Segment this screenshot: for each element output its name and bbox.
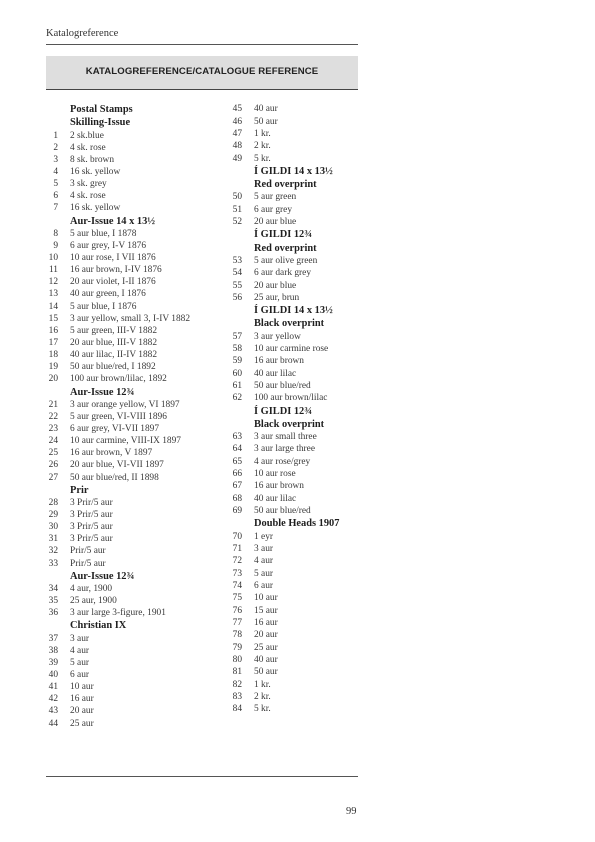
catalogue-entry xyxy=(34,398,224,410)
catalogue-entry xyxy=(34,201,224,213)
entry-text: 3 Prir/5 aur xyxy=(70,522,113,533)
entry-text: 6 aur grey xyxy=(254,204,293,215)
heading-text: Aur-Issue 12¾ xyxy=(70,386,135,398)
entry-number: 81 xyxy=(232,667,242,678)
entry-number: 84 xyxy=(232,704,242,715)
catalogue-entry xyxy=(218,379,378,391)
entry-number: 40 xyxy=(48,669,58,680)
entry-number: 63 xyxy=(232,432,242,443)
entry-text: 5 aur blue, I 1876 xyxy=(70,301,137,312)
section-heading xyxy=(218,227,378,240)
entry-text: Prir/5 aur xyxy=(70,546,106,557)
catalogue-entry xyxy=(218,329,378,341)
entry-number: 39 xyxy=(48,657,58,668)
entry-number: 58 xyxy=(232,343,242,354)
entry-number: 37 xyxy=(48,633,58,644)
heading-text: Black overprint xyxy=(254,318,325,330)
entry-text: Prir/5 aur xyxy=(70,558,106,569)
entry-number: 27 xyxy=(48,472,58,483)
entry-number: 42 xyxy=(48,694,58,705)
catalogue-column-left xyxy=(34,102,224,729)
entry-text: 5 kr. xyxy=(254,153,271,164)
catalogue-entry xyxy=(34,594,224,606)
entry-text: 10 aur carmine rose xyxy=(254,343,329,354)
entry-number: 19 xyxy=(48,362,58,373)
catalogue-entry xyxy=(34,582,224,594)
entry-number: 76 xyxy=(232,605,242,616)
catalogue-entry xyxy=(34,716,224,728)
entry-number: 65 xyxy=(232,456,242,467)
catalogue-entry xyxy=(34,348,224,360)
entry-number: 62 xyxy=(232,393,242,404)
catalogue-entry xyxy=(34,544,224,556)
catalogue-entry xyxy=(218,491,378,503)
entry-number: 54 xyxy=(232,268,242,279)
entry-text: 6 aur grey, VI-VII 1897 xyxy=(70,423,160,434)
entry-number: 68 xyxy=(232,493,242,504)
entry-number: 75 xyxy=(232,593,242,604)
entry-text: 1 kr. xyxy=(254,679,271,690)
catalogue-entry xyxy=(34,263,224,275)
catalogue-entry xyxy=(218,151,378,163)
entry-number: 2 xyxy=(53,142,58,153)
entry-number: 1 xyxy=(53,130,58,141)
entry-text: 15 aur xyxy=(254,605,278,616)
entry-number: 82 xyxy=(232,679,242,690)
entry-number: 23 xyxy=(48,423,58,434)
entry-number: 18 xyxy=(48,350,58,361)
section-heading xyxy=(218,316,378,329)
entry-number: 24 xyxy=(48,436,58,447)
catalogue-entry xyxy=(218,616,378,628)
entry-text: 3 Prir/5 aur xyxy=(70,534,113,545)
catalogue-entry xyxy=(34,446,224,458)
entry-text: 5 kr. xyxy=(254,704,271,715)
heading-text: Í GILDI 14 x 13½ xyxy=(254,305,333,317)
catalogue-column-right xyxy=(218,102,378,714)
entry-text: 3 aur large 3-figure, 1901 xyxy=(70,608,166,619)
entry-number: 60 xyxy=(232,368,242,379)
section-heading xyxy=(34,115,224,128)
entry-number: 35 xyxy=(48,596,58,607)
entry-number: 80 xyxy=(232,655,242,666)
catalogue-entry xyxy=(218,454,378,466)
running-head: Katalogreference xyxy=(46,28,119,39)
catalogue-entry xyxy=(218,278,378,290)
entry-text: 16 aur brown, I-IV 1876 xyxy=(70,265,162,276)
entry-number: 45 xyxy=(232,104,242,115)
entry-number: 13 xyxy=(48,289,58,300)
entry-number: 34 xyxy=(48,583,58,594)
entry-text: 5 aur xyxy=(70,657,90,668)
catalogue-entry xyxy=(34,227,224,239)
entry-text: 40 aur lilac, II-IV 1882 xyxy=(70,350,158,361)
entry-text: 4 sk. rose xyxy=(70,191,106,202)
catalogue-entry xyxy=(34,153,224,165)
section-heading xyxy=(34,618,224,631)
page-number: 99 xyxy=(346,806,357,817)
entry-text: 4 aur xyxy=(254,556,274,567)
entry-number: 70 xyxy=(232,531,242,542)
catalogue-entry xyxy=(34,692,224,704)
catalogue-entry xyxy=(218,366,378,378)
entry-text: 16 sk. yellow xyxy=(70,203,121,214)
entry-number: 7 xyxy=(53,203,58,214)
catalogue-entry xyxy=(34,668,224,680)
entry-number: 49 xyxy=(232,153,242,164)
entry-text: 40 aur xyxy=(254,655,278,666)
section-heading xyxy=(218,516,378,529)
entry-number: 10 xyxy=(48,252,58,263)
entry-number: 16 xyxy=(48,325,58,336)
entry-number: 55 xyxy=(232,280,242,291)
entry-number: 50 xyxy=(232,192,242,203)
entry-number: 43 xyxy=(48,706,58,717)
entry-text: 40 aur lilac xyxy=(254,493,297,504)
entry-text: 100 aur brown/lilac xyxy=(254,393,328,404)
entry-number: 51 xyxy=(232,204,242,215)
entry-text: 50 aur blue/red, II 1898 xyxy=(70,472,159,483)
section-heading xyxy=(34,213,224,226)
entry-number: 26 xyxy=(48,460,58,471)
catalogue-entry xyxy=(218,190,378,202)
entry-text: 40 aur green, I 1876 xyxy=(70,289,146,300)
catalogue-entry xyxy=(34,128,224,140)
heading-text: Christian IX xyxy=(70,620,127,632)
entry-text: 1 eyr xyxy=(254,531,274,542)
entry-text: 3 aur orange yellow, VI 1897 xyxy=(70,399,180,410)
entry-number: 74 xyxy=(232,581,242,591)
catalogue-entry xyxy=(34,360,224,372)
heading-text: Aur-Issue 12¾ xyxy=(70,570,135,582)
catalogue-entry xyxy=(218,354,378,366)
section-heading xyxy=(218,303,378,316)
entry-text: 4 aur rose/grey xyxy=(254,456,311,467)
catalogue-entry xyxy=(218,566,378,578)
entry-number: 31 xyxy=(48,534,58,545)
section-heading xyxy=(34,569,224,582)
entry-number: 30 xyxy=(48,522,58,533)
entry-number: 53 xyxy=(232,255,242,266)
catalogue-entry xyxy=(218,579,378,591)
entry-text: 6 aur xyxy=(254,581,274,591)
catalogue-entry xyxy=(218,430,378,442)
catalogue-entry xyxy=(34,680,224,692)
catalogue-entry xyxy=(34,422,224,434)
entry-text: 2 kr. xyxy=(254,692,271,703)
entry-number: 38 xyxy=(48,645,58,656)
entry-number: 77 xyxy=(232,618,242,629)
entry-text: 20 aur xyxy=(70,706,94,717)
entry-text: 40 aur lilac xyxy=(254,368,297,379)
heading-text: Black overprint xyxy=(254,418,325,430)
entry-number: 11 xyxy=(48,265,58,276)
catalogue-entry xyxy=(218,603,378,615)
catalogue-entry xyxy=(218,266,378,278)
entry-text: 10 aur xyxy=(254,593,278,604)
heading-text: Í GILDI 12¾ xyxy=(254,405,313,417)
entry-number: 41 xyxy=(48,682,58,693)
entry-number: 17 xyxy=(48,337,58,348)
entry-number: 44 xyxy=(48,718,58,729)
entry-number: 9 xyxy=(53,240,58,251)
entry-number: 12 xyxy=(48,277,58,288)
catalogue-entry xyxy=(34,556,224,568)
entry-text: 20 aur violet, I-II 1876 xyxy=(70,277,156,288)
entry-number: 61 xyxy=(232,380,242,391)
entry-text: 2 sk.blue xyxy=(70,130,104,141)
entry-text: 20 aur blue xyxy=(254,280,297,291)
catalogue-entry xyxy=(34,141,224,153)
entry-number: 3 xyxy=(53,154,58,165)
catalogue-entry xyxy=(218,504,378,516)
entry-number: 83 xyxy=(232,692,242,703)
entry-text: 10 aur rose, I VII 1876 xyxy=(70,252,156,263)
entry-text: 3 sk. grey xyxy=(70,179,107,190)
entry-number: 28 xyxy=(48,497,58,508)
catalogue-entry xyxy=(34,470,224,482)
catalogue-entry xyxy=(34,251,224,263)
section-heading xyxy=(218,417,378,430)
entry-text: 16 aur brown, V 1897 xyxy=(70,448,153,459)
entry-text: 50 aur blue/red xyxy=(254,380,311,391)
entry-number: 8 xyxy=(53,228,58,239)
entry-text: 3 aur xyxy=(254,543,274,554)
catalogue-entry xyxy=(218,665,378,677)
catalogue-entry xyxy=(218,640,378,652)
entry-text: 5 aur green, VI-VIII 1896 xyxy=(70,411,167,422)
entry-text: 4 aur, 1900 xyxy=(70,583,113,594)
catalogue-entry xyxy=(218,291,378,303)
entry-text: 2 kr. xyxy=(254,141,271,152)
heading-text: Skilling-Issue xyxy=(70,117,131,129)
page-title: KATALOGREFERENCE/CATALOGUE REFERENCE xyxy=(85,66,319,77)
entry-number: 67 xyxy=(232,481,242,492)
entry-number: 71 xyxy=(232,543,242,554)
catalogue-entry xyxy=(34,458,224,470)
heading-text: Aur-Issue 14 x 13½ xyxy=(70,215,156,227)
entry-text: 20 aur blue, III-V 1882 xyxy=(70,337,158,348)
title-band xyxy=(46,56,358,90)
catalogue-entry xyxy=(34,324,224,336)
entry-number: 69 xyxy=(232,506,242,517)
entry-text: 40 aur xyxy=(254,104,278,115)
entry-text: 5 aur olive green xyxy=(254,255,318,266)
catalogue-entry xyxy=(34,704,224,716)
entry-text: 4 aur xyxy=(70,645,90,656)
entry-text: 4 sk. rose xyxy=(70,142,106,153)
catalogue-entry xyxy=(218,702,378,714)
entry-number: 32 xyxy=(48,546,58,557)
footer-rule xyxy=(46,776,358,777)
entry-number: 4 xyxy=(53,166,58,177)
entry-text: 6 aur grey, I-V 1876 xyxy=(70,240,147,251)
entry-text: 50 aur xyxy=(254,667,278,678)
entry-number: 73 xyxy=(232,568,242,579)
entry-text: 5 aur green, III-V 1882 xyxy=(70,325,158,336)
heading-text: Postal Stamps xyxy=(70,104,133,116)
entry-text: 20 aur blue, VI-VII 1897 xyxy=(70,460,164,471)
entry-text: 5 aur green xyxy=(254,192,297,203)
entry-text: 25 aur xyxy=(254,642,278,653)
catalogue-entry xyxy=(34,532,224,544)
entry-text: 3 aur yellow, small 3, I-IV 1882 xyxy=(70,313,191,324)
catalogue-entry xyxy=(218,202,378,214)
entry-number: 5 xyxy=(53,179,58,190)
catalogue-entry xyxy=(34,434,224,446)
heading-text: Prir xyxy=(70,484,89,496)
heading-text: Red overprint xyxy=(254,179,317,191)
entry-number: 22 xyxy=(48,411,58,422)
catalogue-entry xyxy=(218,628,378,640)
entry-text: 25 aur, brun xyxy=(254,292,300,303)
heading-text: Red overprint xyxy=(254,242,317,254)
entry-number: 79 xyxy=(232,642,242,653)
catalogue-entry xyxy=(34,508,224,520)
entry-text: 3 Prir/5 aur xyxy=(70,510,113,521)
entry-text: 50 aur blue/red xyxy=(254,506,311,517)
section-heading xyxy=(218,164,378,177)
heading-text: Í GILDI 14 x 13½ xyxy=(254,165,333,177)
catalogue-entry xyxy=(218,254,378,266)
entry-text: 3 aur yellow xyxy=(254,331,301,342)
entry-number: 56 xyxy=(232,292,242,303)
entry-text: 10 aur carmine, VIII-IX 1897 xyxy=(70,436,181,447)
entry-text: 3 aur small three xyxy=(254,432,317,443)
section-heading xyxy=(218,240,378,253)
entry-text: 10 aur xyxy=(70,682,94,693)
entry-number: 72 xyxy=(232,556,242,567)
entry-number: 64 xyxy=(232,444,242,455)
catalogue-entry xyxy=(34,275,224,287)
section-heading xyxy=(34,102,224,115)
entry-number: 15 xyxy=(48,313,58,324)
catalogue-entry xyxy=(218,342,378,354)
entry-number: 47 xyxy=(232,129,242,140)
section-heading xyxy=(34,384,224,397)
catalogue-entry xyxy=(34,299,224,311)
entry-text: 16 sk. yellow xyxy=(70,166,121,177)
catalogue-entry xyxy=(34,656,224,668)
entry-number: 33 xyxy=(48,558,58,569)
entry-number: 66 xyxy=(232,469,242,480)
catalogue-entry xyxy=(218,442,378,454)
catalogue-entry xyxy=(218,529,378,541)
entry-number: 36 xyxy=(48,608,58,619)
entry-number: 57 xyxy=(232,331,242,342)
entry-number: 25 xyxy=(48,448,58,459)
entry-text: 16 aur brown xyxy=(254,356,304,367)
catalogue-entry xyxy=(34,520,224,532)
catalogue-entry xyxy=(218,591,378,603)
catalogue-entry xyxy=(34,177,224,189)
entry-text: 8 sk. brown xyxy=(70,154,115,165)
entry-number: 48 xyxy=(232,141,242,152)
catalogue-entry xyxy=(218,391,378,403)
heading-text: Double Heads 1907 xyxy=(254,518,340,530)
entry-text: 1 kr. xyxy=(254,129,271,140)
catalogue-entry xyxy=(34,372,224,384)
catalogue-entry xyxy=(34,644,224,656)
entry-text: 25 aur xyxy=(70,718,94,729)
entry-text: 3 aur large three xyxy=(254,444,315,455)
entry-number: 46 xyxy=(232,116,242,127)
section-heading xyxy=(34,483,224,496)
catalogue-entry xyxy=(218,467,378,479)
entry-text: 3 Prir/5 aur xyxy=(70,497,113,508)
catalogue-entry xyxy=(218,127,378,139)
catalogue-entry xyxy=(218,114,378,126)
entry-text: 5 aur xyxy=(254,568,274,579)
catalogue-entry xyxy=(34,410,224,422)
catalogue-entry xyxy=(34,312,224,324)
entry-text: 10 aur rose xyxy=(254,469,296,480)
entry-number: 29 xyxy=(48,510,58,521)
catalogue-entry xyxy=(34,336,224,348)
entry-text: 16 aur xyxy=(254,618,278,629)
catalogue-entry xyxy=(34,239,224,251)
entry-number: 21 xyxy=(48,399,58,410)
entry-number: 59 xyxy=(232,356,242,367)
catalogue-entry xyxy=(34,631,224,643)
entry-text: 25 aur, 1900 xyxy=(70,596,117,607)
header-rule xyxy=(46,44,358,45)
catalogue-entry xyxy=(34,287,224,299)
section-heading xyxy=(218,403,378,416)
catalogue-entry xyxy=(218,677,378,689)
entry-text: 16 aur brown xyxy=(254,481,304,492)
catalogue-entry xyxy=(218,215,378,227)
entry-text: 20 aur xyxy=(254,630,278,641)
catalogue-entry xyxy=(218,139,378,151)
entry-number: 78 xyxy=(232,630,242,641)
entry-text: 16 aur xyxy=(70,694,94,705)
catalogue-entry xyxy=(34,606,224,618)
catalogue-entry xyxy=(218,554,378,566)
entry-number: 20 xyxy=(48,374,58,385)
entry-text: 50 aur blue/red, I 1892 xyxy=(70,362,156,373)
entry-text: 100 aur brown/lilac, 1892 xyxy=(70,374,167,385)
entry-text: 6 aur dark grey xyxy=(254,268,312,279)
entry-text: 50 aur xyxy=(254,116,278,127)
entry-number: 52 xyxy=(232,217,242,228)
entry-number: 6 xyxy=(53,191,58,202)
catalogue-entry xyxy=(34,189,224,201)
heading-text: Í GILDI 12¾ xyxy=(254,229,313,241)
catalogue-entry xyxy=(218,102,378,114)
catalogue-entry xyxy=(218,690,378,702)
catalogue-entry xyxy=(34,496,224,508)
catalogue-entry xyxy=(218,653,378,665)
entry-text: 3 aur xyxy=(70,633,90,644)
entry-number: 14 xyxy=(48,301,58,312)
entry-text: 20 aur blue xyxy=(254,217,297,228)
catalogue-entry xyxy=(218,479,378,491)
catalogue-entry xyxy=(218,542,378,554)
section-heading xyxy=(218,177,378,190)
catalogue-entry xyxy=(34,165,224,177)
entry-text: 5 aur blue, I 1878 xyxy=(70,228,137,239)
entry-text: 6 aur xyxy=(70,669,90,680)
